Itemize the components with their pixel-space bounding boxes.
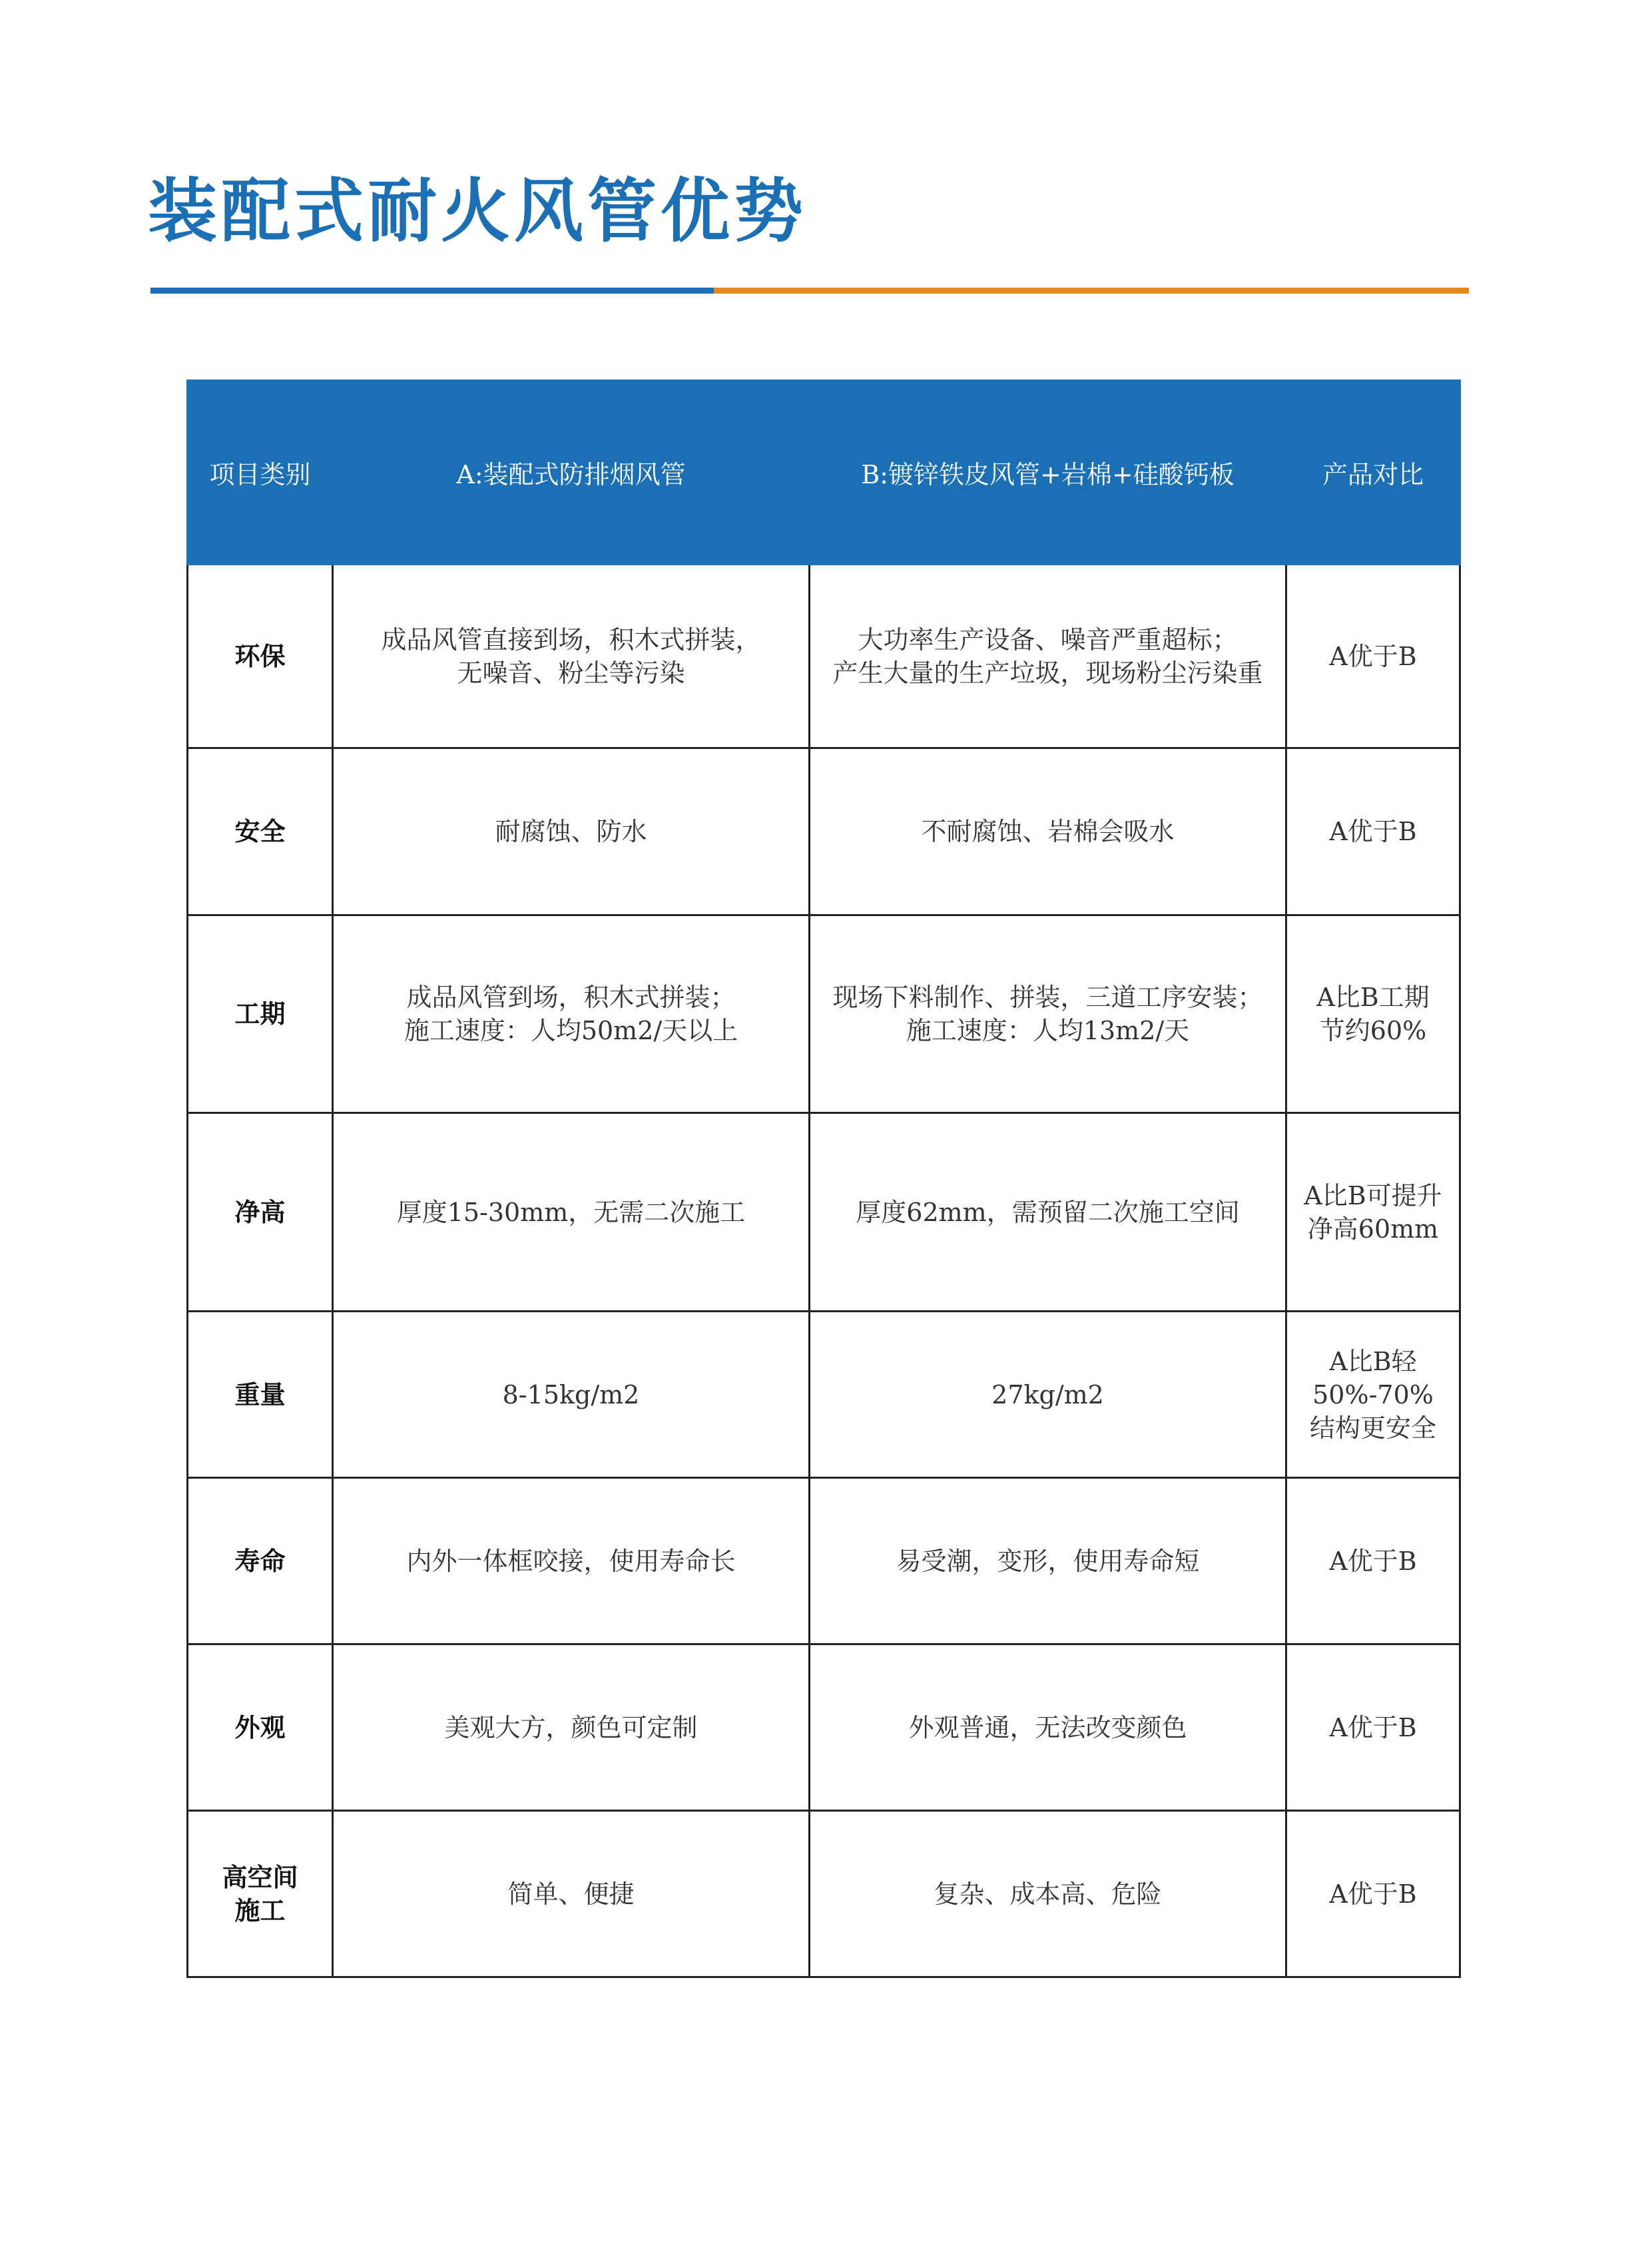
table-row xyxy=(188,1312,1460,1478)
cell-line: 50%-70% xyxy=(1312,1379,1434,1409)
title-underline-orange xyxy=(714,288,1469,294)
cell-line: 环保 xyxy=(234,641,286,671)
cell-line: 工期 xyxy=(234,999,286,1029)
category-cell xyxy=(188,1644,333,1811)
comparison-table xyxy=(186,379,1461,1978)
cell-line: 简单、便捷 xyxy=(507,1879,635,1909)
header-comparison: 产品对比 xyxy=(1286,381,1460,565)
cell-line: A比B轻 xyxy=(1329,1346,1417,1376)
table-row xyxy=(188,1811,1460,1977)
category-cell xyxy=(188,1811,333,1977)
page-title: 装配式耐火风管优势 xyxy=(148,170,808,252)
product-a-cell xyxy=(333,1478,810,1644)
cell-line: 耐腐蚀、防水 xyxy=(495,817,647,846)
table-row xyxy=(188,915,1460,1113)
product-a-cell xyxy=(333,748,810,915)
product-b-cell xyxy=(810,1811,1286,1977)
product-b-cell xyxy=(810,1312,1286,1478)
product-b-cell xyxy=(810,1644,1286,1811)
product-a-cell xyxy=(333,1644,810,1811)
cell-line: 厚度62mm，需预留二次施工空间 xyxy=(856,1197,1240,1227)
comparison-cell xyxy=(1286,1811,1460,1977)
category-cell xyxy=(188,1312,333,1478)
cell-line: 成品风管直接到场，积木式拼装， xyxy=(381,624,761,654)
header-product-a: A:装配式防排烟风管 xyxy=(333,381,810,565)
comparison-cell xyxy=(1286,1312,1460,1478)
table-row xyxy=(188,565,1460,748)
cell-line: A优于B xyxy=(1329,817,1417,846)
product-b-cell xyxy=(810,565,1286,748)
product-b-cell xyxy=(810,1478,1286,1644)
cell-line: 结构更安全 xyxy=(1309,1413,1436,1443)
cell-line: 高空间 xyxy=(222,1862,298,1892)
title-underline-blue xyxy=(150,288,714,294)
cell-line: 重量 xyxy=(234,1379,286,1409)
cell-line: 寿命 xyxy=(234,1546,286,1576)
table-header-row xyxy=(188,381,1460,565)
cell-line: 8-15kg/m2 xyxy=(502,1379,640,1409)
cell-line: 成品风管到场，积木式拼装； xyxy=(406,983,736,1012)
cell-line: 易受潮，变形，使用寿命短 xyxy=(896,1546,1200,1576)
cell-line: 施工速度：人均13m2/天 xyxy=(906,1016,1190,1045)
cell-line: A优于B xyxy=(1329,641,1417,671)
cell-line: 内外一体框咬接，使用寿命长 xyxy=(406,1546,736,1576)
category-cell xyxy=(188,748,333,915)
product-b-cell xyxy=(810,1113,1286,1312)
category-cell xyxy=(188,915,333,1113)
cell-line: 节约60% xyxy=(1319,1016,1427,1045)
cell-line: 产生大量的生产垃圾，现场粉尘污染重 xyxy=(832,658,1263,688)
table-row xyxy=(188,1644,1460,1811)
product-b-cell xyxy=(810,915,1286,1113)
table-row xyxy=(188,748,1460,915)
table-row xyxy=(188,1113,1460,1312)
cell-line: 现场下料制作、拼装，三道工序安装； xyxy=(832,983,1263,1012)
product-b-cell xyxy=(810,748,1286,915)
cell-line: 厚度15-30mm，无需二次施工 xyxy=(396,1197,746,1227)
cell-line: 外观 xyxy=(234,1712,286,1742)
product-a-cell xyxy=(333,1811,810,1977)
cell-line: 无噪音、粉尘等污染 xyxy=(457,658,685,688)
cell-line: 安全 xyxy=(234,817,286,846)
category-cell xyxy=(188,1478,333,1644)
comparison-cell xyxy=(1286,915,1460,1113)
header-category: 项目类别 xyxy=(188,381,333,565)
comparison-cell xyxy=(1286,565,1460,748)
table-row xyxy=(188,1478,1460,1644)
cell-line: 净高 xyxy=(234,1197,286,1227)
product-a-cell xyxy=(333,1113,810,1312)
cell-line: A比B可提升 xyxy=(1304,1180,1442,1210)
cell-line: 不耐腐蚀、岩棉会吸水 xyxy=(921,817,1175,846)
product-a-cell xyxy=(333,565,810,748)
cell-line: 27kg/m2 xyxy=(991,1379,1104,1409)
cell-line: 外观普通，无法改变颜色 xyxy=(908,1712,1187,1742)
cell-line: A比B工期 xyxy=(1316,983,1430,1012)
comparison-cell xyxy=(1286,748,1460,915)
category-cell xyxy=(188,1113,333,1312)
comparison-cell xyxy=(1286,1113,1460,1312)
cell-line: 大功率生产设备、噪音严重超标； xyxy=(858,624,1238,654)
cell-line: 施工速度：人均50m2/天以上 xyxy=(404,1016,738,1045)
cell-line: A优于B xyxy=(1329,1879,1417,1909)
cell-line: A优于B xyxy=(1329,1712,1417,1742)
comparison-cell xyxy=(1286,1478,1460,1644)
cell-line: 净高60mm xyxy=(1307,1214,1439,1244)
header-product-b: B:镀锌铁皮风管+岩棉+硅酸钙板 xyxy=(810,381,1286,565)
cell-line: 复杂、成本高、危险 xyxy=(934,1879,1162,1909)
product-a-cell xyxy=(333,915,810,1113)
cell-line: 施工 xyxy=(234,1895,286,1925)
cell-line: A优于B xyxy=(1329,1546,1417,1576)
comparison-cell xyxy=(1286,1644,1460,1811)
product-a-cell xyxy=(333,1312,810,1478)
category-cell xyxy=(188,565,333,748)
cell-line: 美观大方，颜色可定制 xyxy=(444,1712,698,1742)
